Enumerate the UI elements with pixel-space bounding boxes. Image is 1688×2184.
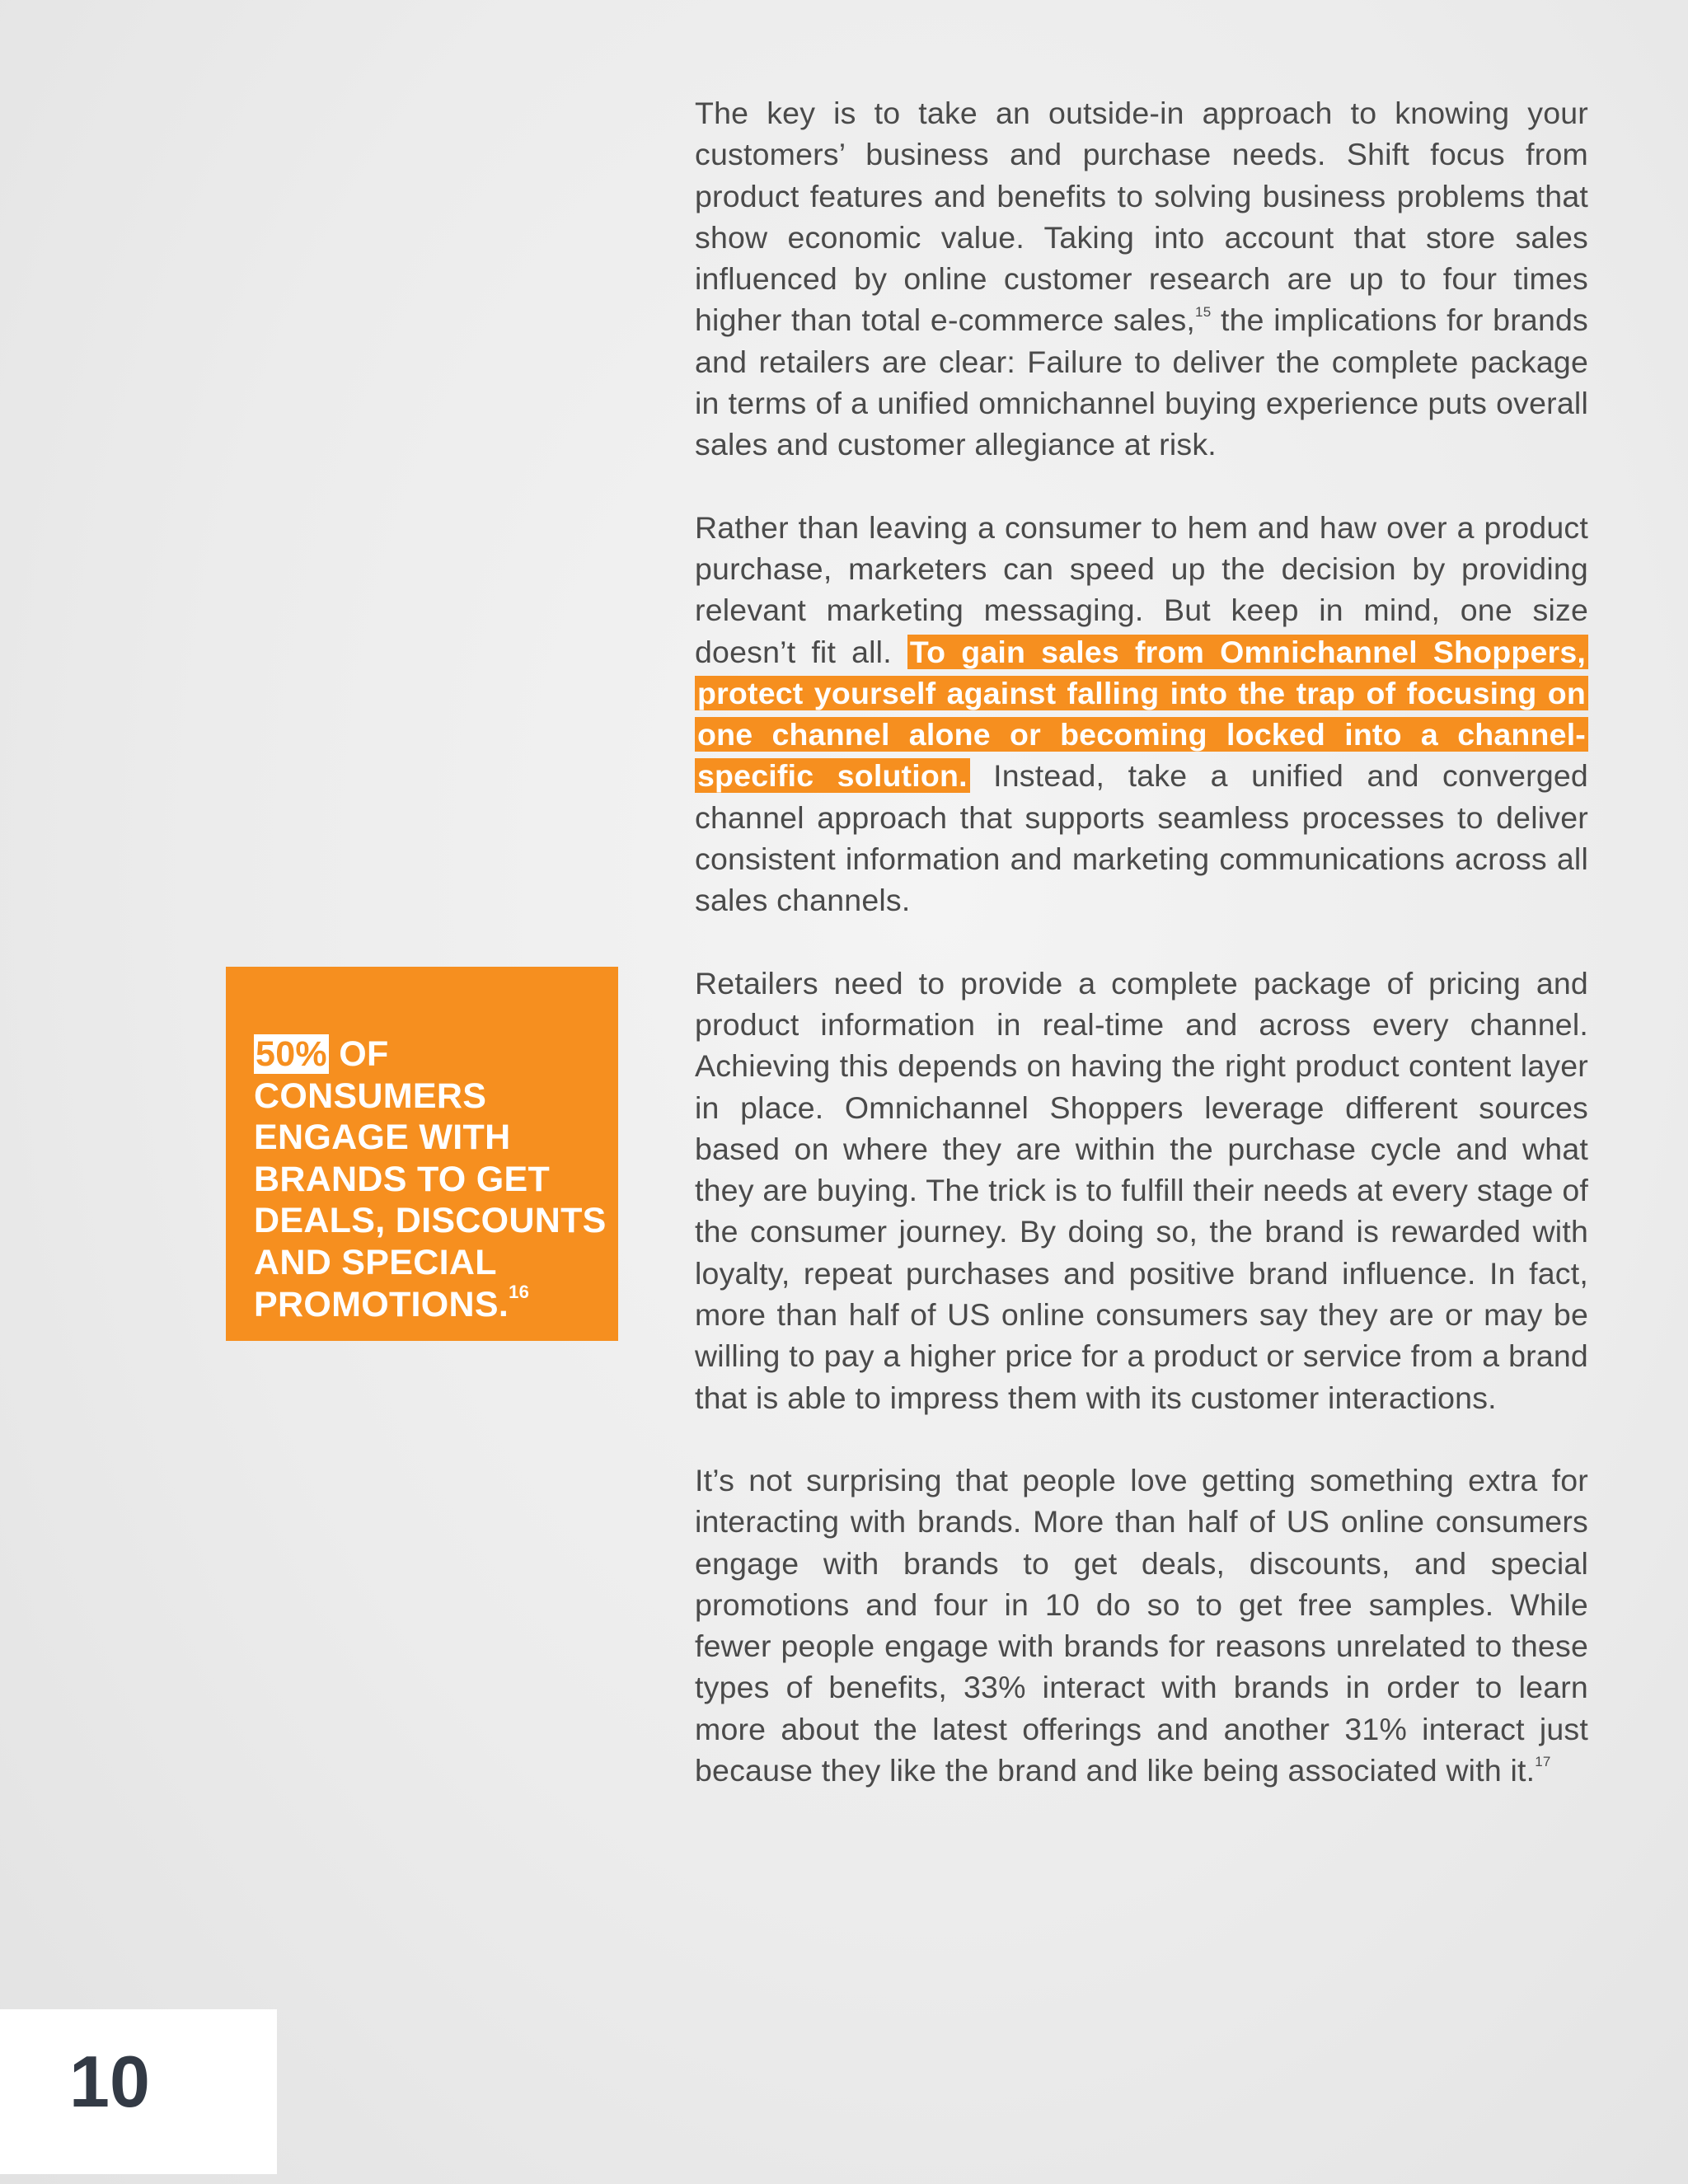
paragraph-4-text: It’s not surprising that people love getting something extra for interacting with brands. More than half of US online consumers engage with brands to get deals, discounts, and special promotions and four in 10 do so to get free samples. While fewer people engage with brands for reasons unrelated to these types of benefits, 33% interact with brands in order to learn more about the latest offerings and another 31% interact just because they like the brand and like being associated with it. — [695, 1462, 1588, 1788]
highlighted-statement: To gain sales from Omnichannel Shoppers, protect yourself against falling into the trap of focusing on one channel alone or becoming locked into a channel-specific solution. — [695, 635, 1588, 794]
paragraph-4 — [695, 1460, 1588, 1791]
paragraph-2 — [695, 507, 1588, 921]
footnote-ref-15: 15 — [1195, 303, 1212, 320]
paragraph-2-text-continued: Instead, take a unified and converged channel approach that supports seamless processes to deliver consistent information and marketing communications across all sales channels. — [695, 758, 1588, 918]
main-text-column — [695, 92, 1588, 1832]
footnote-ref-16: 16 — [509, 1282, 530, 1303]
stat-callout-box — [226, 967, 618, 1341]
footnote-ref-17: 17 — [1535, 1754, 1551, 1770]
paragraph-1 — [695, 92, 1588, 466]
paragraph-1-text-continued: the implications for brands and retailers are clear: Failure to deliver the complete package in terms of a unified omnichannel buying experience puts overall sales and customer allegiance at risk. — [695, 302, 1589, 462]
paragraph-3: Retailers need to provide a complete package of pricing and product information in real-time and across every channel. Achieving this depends on having the right product content layer in place. Omnichannel Shoppers leverage different sources based on where they are within the purchase cycle and what they are buying. The trick is to fulfill their needs at every stage of the consumer journey. By doing so, the brand is rewarded with loyalty, repeat purchases and positive brand influence. In fact, more than half of US online consumers say they are or may be willing to pay a higher price for a product or service from a brand that is able to impress them with its customer interactions. — [695, 965, 1588, 1415]
callout-percent: 50% — [256, 1034, 327, 1074]
callout-text: OF CONSUMERS ENGAGE WITH BRANDS TO GET DEALS, DISCOUNTS AND SPECIAL PROMOTIONS. — [254, 1034, 607, 1324]
page-number: 10 — [69, 2041, 150, 2122]
page-number-box — [0, 2009, 277, 2174]
paragraph-1-text: The key is to take an outside-in approach to knowing your customers’ business and purchase needs. Shift focus from product features and benefits to solving business problems that show economic value. Taking into account that store sales influenced by online customer research are up to four times higher than total e-commerce sales, — [695, 96, 1588, 338]
paragraph-2-text: Rather than leaving a consumer to hem and haw over a product purchase, marketers can speed up the decision by providing relevant marketing messaging. But keep in mind, one size doesn’t fit all. — [695, 509, 1588, 669]
